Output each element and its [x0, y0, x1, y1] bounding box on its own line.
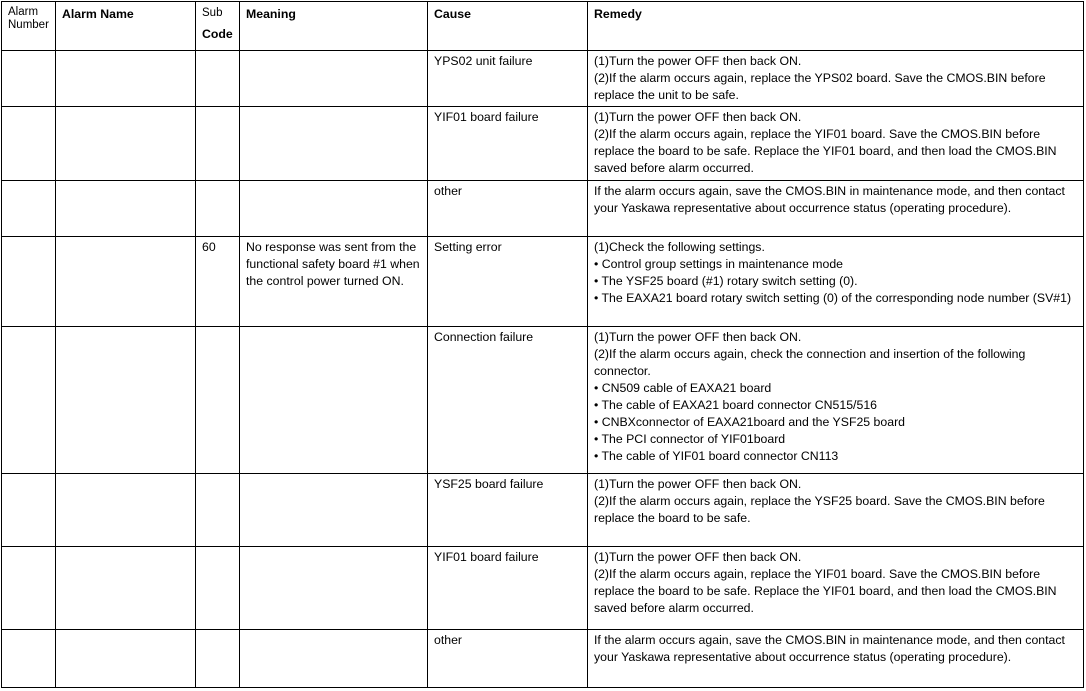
- remedy-line: (1)Turn the power OFF then back ON.: [594, 550, 802, 564]
- remedy-line: • The cable of YIF01 board connector CN113: [594, 449, 839, 463]
- table-row: [2, 327, 1084, 474]
- remedy-line: If the alarm occurs again, save the CMOS.BIN in maintenance mode, and then contact your Yaskawa representative about occurrence status (operating procedure).: [594, 184, 1065, 215]
- table-row: [2, 547, 1084, 630]
- remedy-line: (1)Turn the power OFF then back ON.: [594, 54, 802, 68]
- cell-alarm-number: [2, 547, 56, 630]
- cell-alarm-name: [56, 181, 196, 237]
- cell-meaning: No response was sent from the functional safety board #1 when the control power turned ON.: [240, 237, 428, 327]
- cell-cause: other: [428, 630, 588, 688]
- remedy-line: • The cable of EAXA21 board connector CN515/516: [594, 398, 877, 412]
- remedy-line: • CN509 cable of EAXA21 board: [594, 381, 772, 395]
- cell-sub-code: [196, 181, 240, 237]
- remedy-line: (2)If the alarm occurs again, replace the YIF01 board. Save the CMOS.BIN before replace the board to be safe. Replace the YIF01 board, and then load the CMOS.BIN saved before alarm occurred.: [594, 567, 1057, 615]
- header-cause: Cause: [428, 2, 588, 51]
- cell-remedy: [588, 474, 1084, 547]
- cell-alarm-name: [56, 547, 196, 630]
- cell-alarm-number: [2, 474, 56, 547]
- table-row: [2, 474, 1084, 547]
- remedy-line: If the alarm occurs again, save the CMOS.BIN in maintenance mode, and then contact your Yaskawa representative about occurrence status (operating procedure).: [594, 633, 1065, 664]
- cell-cause: YSF25 board failure: [428, 474, 588, 547]
- remedy-line: (1)Turn the power OFF then back ON.: [594, 330, 802, 344]
- cell-remedy: [588, 51, 1084, 107]
- remedy-line: • The YSF25 board (#1) rotary switch setting (0).: [594, 274, 858, 288]
- cell-alarm-number: [2, 107, 56, 181]
- header-sub-code: [196, 2, 240, 51]
- cell-alarm-name: [56, 474, 196, 547]
- cell-remedy: [588, 181, 1084, 237]
- header-meaning: Meaning: [240, 2, 428, 51]
- cell-cause: YPS02 unit failure: [428, 51, 588, 107]
- remedy-line: (2)If the alarm occurs again, replace the YPS02 board. Save the CMOS.BIN before replace the unit to be safe.: [594, 71, 1046, 102]
- table-row: [2, 181, 1084, 237]
- cell-sub-code: 60: [196, 237, 240, 327]
- cell-alarm-name: [56, 107, 196, 181]
- cell-meaning: [240, 181, 428, 237]
- remedy-line: • Control group settings in maintenance mode: [594, 257, 844, 271]
- cell-alarm-number: [2, 630, 56, 688]
- table-header-row: [2, 2, 1084, 51]
- header-code-label: Code: [202, 27, 233, 41]
- cell-alarm-number: [2, 237, 56, 327]
- table-row: [2, 107, 1084, 181]
- cell-alarm-name: [56, 51, 196, 107]
- cell-remedy: [588, 547, 1084, 630]
- cell-cause: YIF01 board failure: [428, 547, 588, 630]
- cell-sub-code: [196, 327, 240, 474]
- cell-alarm-number: [2, 51, 56, 107]
- remedy-line: (2)If the alarm occurs again, check the connection and insertion of the following connector.: [594, 347, 1026, 378]
- cell-meaning: [240, 474, 428, 547]
- cell-alarm-name: [56, 237, 196, 327]
- cell-sub-code: [196, 630, 240, 688]
- cell-cause: other: [428, 181, 588, 237]
- cell-meaning: [240, 107, 428, 181]
- cell-alarm-name: [56, 630, 196, 688]
- cell-alarm-name: [56, 327, 196, 474]
- remedy-line: • CNBXconnector of EAXA21board and the YSF25 board: [594, 415, 906, 429]
- header-alarm-name: Alarm Name: [56, 2, 196, 51]
- cell-cause: Connection failure: [428, 327, 588, 474]
- remedy-line: • The PCI connector of YIF01board: [594, 432, 786, 446]
- cell-sub-code: [196, 51, 240, 107]
- header-alarm-number: Alarm Number: [2, 2, 56, 51]
- remedy-line: (1)Turn the power OFF then back ON.: [594, 110, 802, 124]
- cell-meaning: [240, 327, 428, 474]
- header-sub-label: Sub: [202, 7, 223, 19]
- cell-meaning: [240, 51, 428, 107]
- table-body: [2, 51, 1084, 688]
- cell-meaning: [240, 630, 428, 688]
- cell-cause: Setting error: [428, 237, 588, 327]
- cell-alarm-number: [2, 181, 56, 237]
- header-remedy: Remedy: [588, 2, 1084, 51]
- cell-remedy: [588, 107, 1084, 181]
- table-row: [2, 237, 1084, 327]
- cell-sub-code: [196, 474, 240, 547]
- cell-remedy: [588, 630, 1084, 688]
- alarm-table: [1, 1, 1084, 688]
- cell-remedy: [588, 327, 1084, 474]
- remedy-line: (1)Check the following settings.: [594, 240, 765, 254]
- table-row: [2, 51, 1084, 107]
- remedy-line: (1)Turn the power OFF then back ON.: [594, 477, 802, 491]
- remedy-line: (2)If the alarm occurs again, replace the YSF25 board. Save the CMOS.BIN before replace the board to be safe.: [594, 494, 1045, 525]
- remedy-line: • The EAXA21 board rotary switch setting (0) of the corresponding node number (SV#1): [594, 291, 1072, 305]
- cell-sub-code: [196, 547, 240, 630]
- cell-cause: YIF01 board failure: [428, 107, 588, 181]
- cell-sub-code: [196, 107, 240, 181]
- remedy-line: (2)If the alarm occurs again, replace the YIF01 board. Save the CMOS.BIN before replace the board to be safe. Replace the YIF01 board, and then load the CMOS.BIN saved before alarm occurred.: [594, 127, 1057, 175]
- table-row: [2, 630, 1084, 688]
- cell-remedy: [588, 237, 1084, 327]
- cell-alarm-number: [2, 327, 56, 474]
- cell-meaning: [240, 547, 428, 630]
